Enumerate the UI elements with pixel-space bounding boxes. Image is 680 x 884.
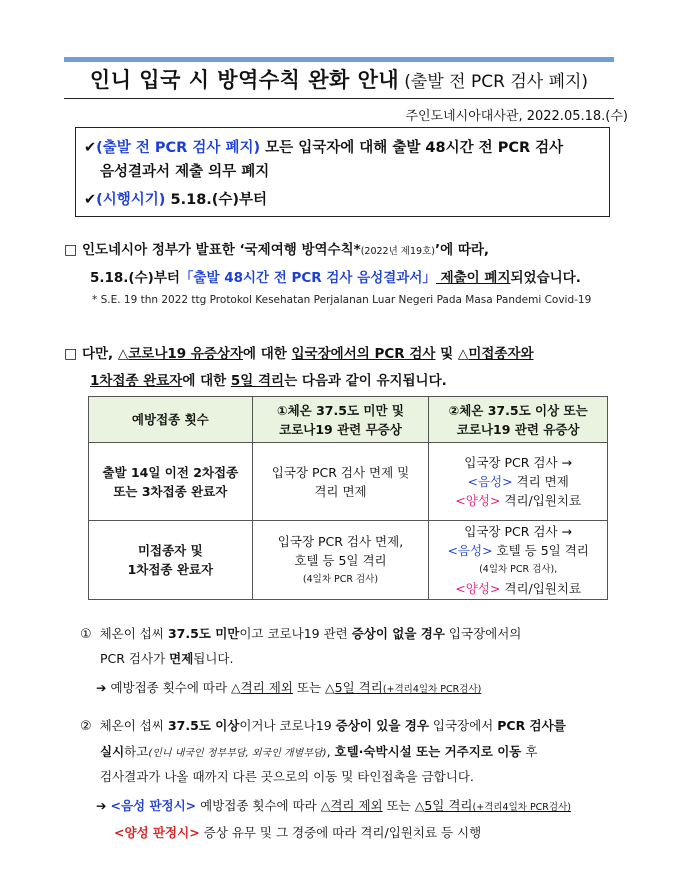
item2-text: 이거나 코로나19 xyxy=(239,718,336,733)
table-cell xyxy=(252,521,429,600)
table-cell xyxy=(429,521,608,600)
header-line: ②체온 37.5도 이상 또는 xyxy=(448,402,588,418)
table-row xyxy=(89,521,608,600)
item1-text: PCR 검사가 xyxy=(100,651,170,666)
cell-text: 격리 면제 xyxy=(512,474,569,489)
summary-line-1 xyxy=(84,136,563,157)
item2-conduct: 실시 xyxy=(100,744,125,759)
table-cell xyxy=(252,443,429,521)
table-header-cell: 예방접종 횟수 xyxy=(89,397,253,443)
positive-tag: <양성> xyxy=(455,581,501,596)
item1-text: 입국장에서의 xyxy=(444,626,522,641)
check-icon: ✔ xyxy=(84,140,97,156)
title-sub: (출발 전 PCR 검사 폐지) xyxy=(404,72,589,92)
section2-first-dose: 1차접종 완료자 xyxy=(90,373,183,389)
section2-line1 xyxy=(64,342,534,362)
item1-5day: 5일 격리 xyxy=(334,680,383,695)
negative-tag: <음성> xyxy=(447,543,493,558)
section1-line1 xyxy=(64,238,489,258)
section2-end: 는 다음과 같이 유지됩니다. xyxy=(284,373,447,389)
cell-line xyxy=(430,541,606,560)
quarantine-table xyxy=(88,396,608,600)
title-main: 인니 입국 시 방역수칙 완화 안내 xyxy=(89,68,400,92)
item1-text: 이고 코로나19 관련 xyxy=(239,626,352,641)
row-label xyxy=(89,443,253,521)
table-cell xyxy=(429,443,608,521)
item2-text: , xyxy=(326,744,335,759)
header-line: ①체온 37.5도 미만 및 xyxy=(277,402,404,418)
section1-abolished: 제출이 폐지 xyxy=(435,270,511,286)
item2-text: 입국장에서 xyxy=(428,718,498,733)
item2-move: 호텔·숙박시설 또는 거주지로 이동 xyxy=(334,744,522,759)
item2-no-quarantine: 격리 제외 xyxy=(330,798,383,813)
item2-text: 또는 △ xyxy=(382,798,425,813)
section2-text-e: 및 △ xyxy=(435,346,469,362)
item2-line5 xyxy=(114,823,481,841)
cell-line: 입국장 PCR 검사 → xyxy=(464,524,573,539)
item2-text: 후 xyxy=(521,744,538,759)
table-row xyxy=(89,443,608,521)
header-line: 코로나19 관련 무증상 xyxy=(279,421,402,437)
cell-line xyxy=(430,491,606,510)
negative-verdict-tag: <음성 판정시> xyxy=(110,798,197,813)
table-header-cell xyxy=(429,397,608,443)
item2-text: 증상 유무 및 그 경중에 따라 격리/입원치료 등 시행 xyxy=(199,825,482,840)
section2-text-b2: 에 대한 xyxy=(182,373,231,389)
label-line: 출발 14일 이전 2차접종 xyxy=(102,464,239,480)
cell-line xyxy=(430,472,606,491)
label-line: 1차접종 완료자 xyxy=(127,562,214,577)
item2-text: 하고 xyxy=(124,744,149,759)
item2-line3: 검사결과가 나올 때까지 다른 곳으로의 이동 및 타인접촉을 금합니다. xyxy=(100,769,474,784)
section1-footnote: * S.E. 19 thn 2022 ttg Protokol Kesehatan Perjalanan Luar Negeri Pada Masa Pandemi Covid-19 xyxy=(92,294,592,306)
item1-line2 xyxy=(100,649,233,667)
label-line: 미접종자 및 xyxy=(137,543,203,558)
cell-line: 입국장 PCR 검사 면제 및 xyxy=(271,464,410,480)
issuer-date: 주인도네시아대사관, 2022.05.18.(수) xyxy=(405,109,628,124)
item2-symptom: 증상이 있을 경우 xyxy=(335,718,429,733)
summary-box xyxy=(75,127,610,217)
item1-text: 또는 △ xyxy=(292,680,335,695)
section2-symptomatic: 코로나19 유증상자 xyxy=(128,346,244,362)
cell-text: 격리/입원치료 xyxy=(500,493,582,508)
section1-end: 되었습니다. xyxy=(510,270,581,286)
item1-line3 xyxy=(96,678,481,696)
summary-text-1: 모든 입국자에 대해 출발 48시간 전 PCR 검사 xyxy=(260,140,564,156)
cell-line: 입국장 PCR 검사 면제, xyxy=(277,533,404,549)
section1-doc-name: 「출발 48시간 전 PCR 검사 음성결과서」 xyxy=(179,270,436,286)
summary-text-3: 5.18.(수)부터 xyxy=(165,192,268,208)
item1-temp: 37.5도 미만 xyxy=(167,626,240,641)
item2-pcr-note: (+격리4일차 PCR검사) xyxy=(472,802,571,813)
summary-line-3 xyxy=(84,188,267,209)
cell-line: (4일차 PCR 검사), xyxy=(479,564,558,575)
summary-tag-3: (시행시기) xyxy=(96,192,166,208)
page-title xyxy=(64,62,614,99)
item2-pcr: PCR 검사를 xyxy=(497,718,566,733)
cell-text: 격리/입원치료 xyxy=(500,581,582,596)
section1-text-b: (2022년 제19호) xyxy=(360,246,435,257)
item2-cost-note: (인니 내국인 정부부담, 외국인 개별부담) xyxy=(148,748,327,759)
cell-line: (4일차 PCR 검사) xyxy=(302,573,379,585)
item2-5day: 5일 격리 xyxy=(424,798,473,813)
positive-verdict-tag: <양성 판정시> xyxy=(114,825,200,840)
section1-date: 5.18.(수)부터 xyxy=(90,270,180,286)
item1-no-quarantine: 격리 제외 xyxy=(240,680,293,695)
item2-line4 xyxy=(96,796,571,814)
item1-text: 됩니다. xyxy=(193,651,234,666)
section1-text-c: ’에 따라, xyxy=(434,242,490,258)
item1-text: 체온이 섭씨 xyxy=(99,626,168,641)
check-icon: ✔ xyxy=(84,192,97,208)
item2-number: ② xyxy=(80,719,92,734)
section2-text-a: 다만, △ xyxy=(81,346,129,362)
item2-text: 예방접종 횟수에 따라 △ xyxy=(196,798,331,813)
arrow-right-icon: ➔ xyxy=(96,680,107,695)
item2-text: 체온이 섭씨 xyxy=(99,718,168,733)
label-line: 또는 3차접종 완료자 xyxy=(113,483,228,499)
arrow-right-icon: ➔ xyxy=(96,798,107,813)
item2-line1 xyxy=(80,716,566,734)
item1-pcr-note: (+격리4일차 PCR검사) xyxy=(382,684,482,695)
cell-line xyxy=(430,579,606,598)
table-header-row xyxy=(89,397,608,443)
section2-unvaccinated: 미접종자와 xyxy=(468,346,534,362)
section2-quarantine: 5일 격리 xyxy=(230,373,285,389)
table-header-cell xyxy=(252,397,429,443)
row-label xyxy=(89,521,253,600)
section1-line2 xyxy=(90,266,581,286)
item1-exempt: 면제 xyxy=(169,651,194,666)
header-line: 코로나19 관련 유증상 xyxy=(456,421,580,437)
section2-pcr: 입국장에서의 PCR 검사 xyxy=(291,346,436,362)
section1-text-a: 인도네시아 정부가 발표한 ‘국제여행 방역수칙* xyxy=(81,242,361,258)
cell-line: 입국장 PCR 검사 → xyxy=(464,455,573,470)
cell-line: 호텔 등 5일 격리 xyxy=(294,552,387,568)
cell-line: 격리 면제 xyxy=(314,483,367,499)
section2-line2 xyxy=(90,369,447,389)
summary-tag-1: (출발 전 PCR 검사 폐지) xyxy=(96,140,261,156)
item1-no-symptom: 증상이 없을 경우 xyxy=(351,626,445,641)
cell-text: 호텔 등 5일 격리 xyxy=(492,543,589,558)
item1-text: 예방접종 횟수에 따라 △ xyxy=(106,680,241,695)
bullet-square-icon: □ xyxy=(64,242,78,258)
item1-number: ① xyxy=(80,627,92,642)
item1-line1 xyxy=(80,624,521,642)
positive-tag: <양성> xyxy=(455,493,501,508)
item2-line2 xyxy=(100,742,537,760)
negative-tag: <음성> xyxy=(467,474,513,489)
item2-temp: 37.5도 이상 xyxy=(167,718,240,733)
bullet-square-icon: □ xyxy=(64,346,78,362)
summary-line-2: 음성결과서 제출 의무 폐지 xyxy=(100,164,270,180)
section2-text-c: 에 대한 xyxy=(243,346,292,362)
